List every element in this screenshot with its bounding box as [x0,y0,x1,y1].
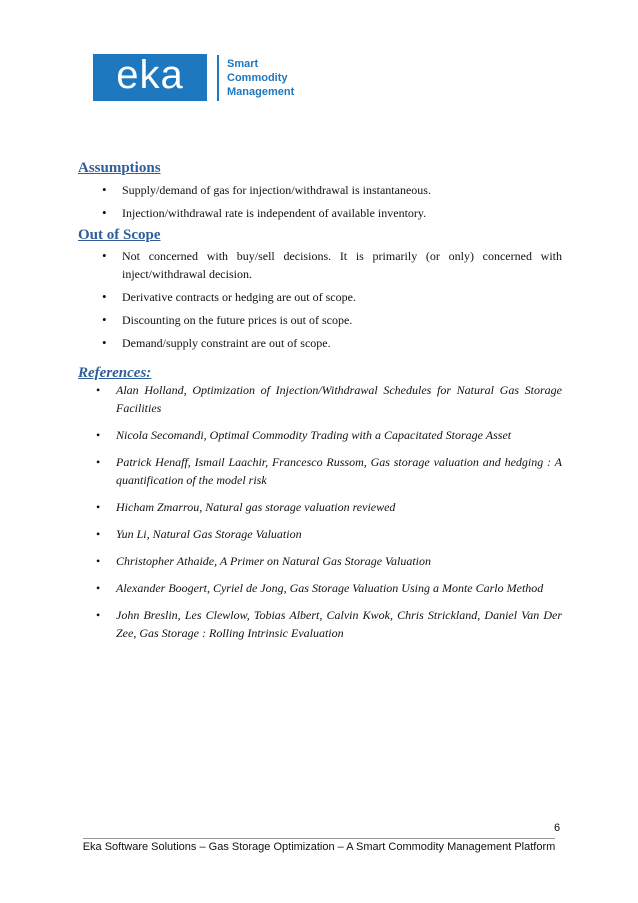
logo-line-1: Smart [227,57,259,70]
list-item: • Injection/withdrawal rate is independent of available inventory. [100,204,562,222]
reference-item: • Christopher Athaide, A Primer on Natural Gas Storage Valuation [94,552,562,570]
list-item: • Not concerned with buy/sell decisions. It is primarily (or only) concerned with inject/withdrawal decision. [100,247,562,283]
list-item: • Derivative contracts or hedging are out of scope. [100,288,562,306]
logo-line-2: Commodity [227,71,288,84]
reference-item: • Alan Holland, Optimization of Injection/Withdrawal Schedules for Natural Gas Storage Facilities [94,381,562,417]
reference-item: • Yun Li, Natural Gas Storage Valuation [94,525,562,543]
reference-item: • Alexander Boogert, Cyriel de Jong, Gas Storage Valuation Using a Monte Carlo Method [94,579,562,597]
out-of-scope-heading: Out of Scope [78,227,161,243]
assumptions-heading: Assumptions [78,160,161,176]
references-heading: References: [78,365,152,381]
references-list [94,381,562,651]
logo-tagline [227,57,294,99]
list-item: • Supply/demand of gas for injection/withdrawal is instantaneous. [100,181,562,199]
assumptions-list [100,181,562,227]
company-logo [93,54,294,101]
page-number: 6 [554,822,561,834]
footer-text: Eka Software Solutions – Gas Storage Optimization – A Smart Commodity Management Platform [83,838,556,853]
logo-mark [93,54,207,101]
page-footer [0,838,638,853]
reference-item: • John Breslin, Les Clewlow, Tobias Albert, Calvin Kwok, Chris Strickland, Daniel Van Der Zee, Gas Storage : Rolling Intrinsic Evaluation [94,606,562,642]
list-item: • Demand/supply constraint are out of scope. [100,334,562,352]
reference-item: • Hicham Zmarrou, Natural gas storage valuation reviewed [94,498,562,516]
reference-item: • Nicola Secomandi, Optimal Commodity Trading with a Capacitated Storage Asset [94,426,562,444]
out-of-scope-list [100,247,562,357]
logo-line-3: Management [227,85,295,98]
logo-divider [217,55,219,101]
list-item: • Discounting on the future prices is out of scope. [100,311,562,329]
logo-mark-text: eka [116,52,184,97]
reference-item: • Patrick Henaff, Ismail Laachir, Francesco Russom, Gas storage valuation and hedging : A quantification of the model risk [94,453,562,489]
